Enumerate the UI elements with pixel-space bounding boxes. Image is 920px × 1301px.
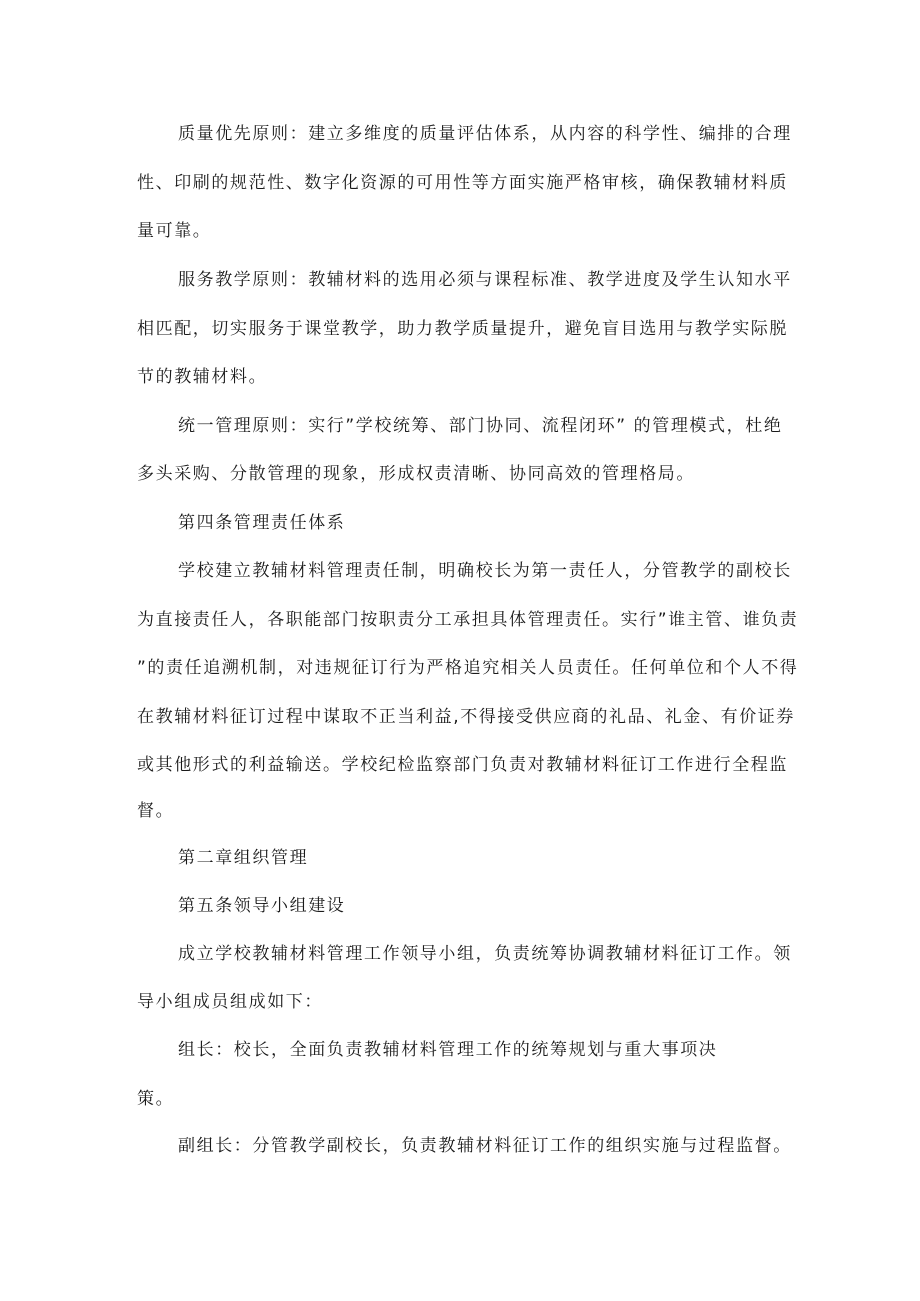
chapter-heading: 第二章组织管理 — [178, 848, 309, 868]
text-line: 服务教学原则：教辅材料的选用必须与课程标准、教学进度及学生认知水平 — [178, 270, 792, 290]
text-line: 为直接责任人，各职能部门按职责分工承担具体管理责任。实行”谁主管、谁负责 — [137, 610, 799, 630]
text-line: 策。 — [137, 1089, 175, 1109]
text-line: 相匹配，切实服务于课堂教学，助力教学质量提升，避免盲目选用与教学实际脱 — [137, 319, 788, 339]
text-line: 在教辅材料征订过程中谋取不正当利益,不得接受供应商的礼品、礼金、有价证券 — [137, 707, 796, 727]
text-line: 统一管理原则：实行”学校统筹、部门协同、流程闭环” 的管理模式，杜绝 — [178, 416, 783, 436]
text-line: 成立学校教辅材料管理工作领导小组，负责统筹协调教辅材料征订工作。领 — [178, 944, 792, 964]
text-line: ”的责任追溯机制，对违规征订行为严格追究相关人员责任。任何单位和个人不得 — [137, 658, 799, 678]
text-line: 或其他形式的利益输送。学校纪检监察部门负责对教辅材料征订工作进行全程监 — [137, 755, 788, 775]
text-line: 性、印刷的规范性、数字化资源的可用性等方面实施严格审核，确保教辅材料质 — [137, 173, 788, 193]
text-line: 副组长：分管教学副校长，负责教辅材料征订工作的组织实施与过程监督。 — [178, 1136, 792, 1156]
text-line: 质量优先原则：建立多维度的质量评估体系，从内容的科学性、编排的合理 — [178, 124, 792, 144]
text-line: 多头采购、分散管理的现象，形成权责清晰、协同高效的管理格局。 — [137, 464, 695, 484]
text-line: 节的教辅材料。 — [137, 367, 268, 387]
text-line: 量可靠。 — [137, 221, 212, 241]
section-heading: 第四条管理责任体系 — [178, 513, 346, 533]
text-line: 学校建立教辅材料管理责任制，明确校长为第一责任人，分管教学的副校长 — [178, 561, 792, 581]
text-line: 导小组成员组成如下： — [137, 992, 323, 1012]
text-line: 组长：校长，全面负责教辅材料管理工作的统筹规划与重大事项决 — [178, 1040, 718, 1060]
section-heading: 第五条领导小组建设 — [178, 896, 346, 916]
text-line: 督。 — [137, 801, 175, 821]
